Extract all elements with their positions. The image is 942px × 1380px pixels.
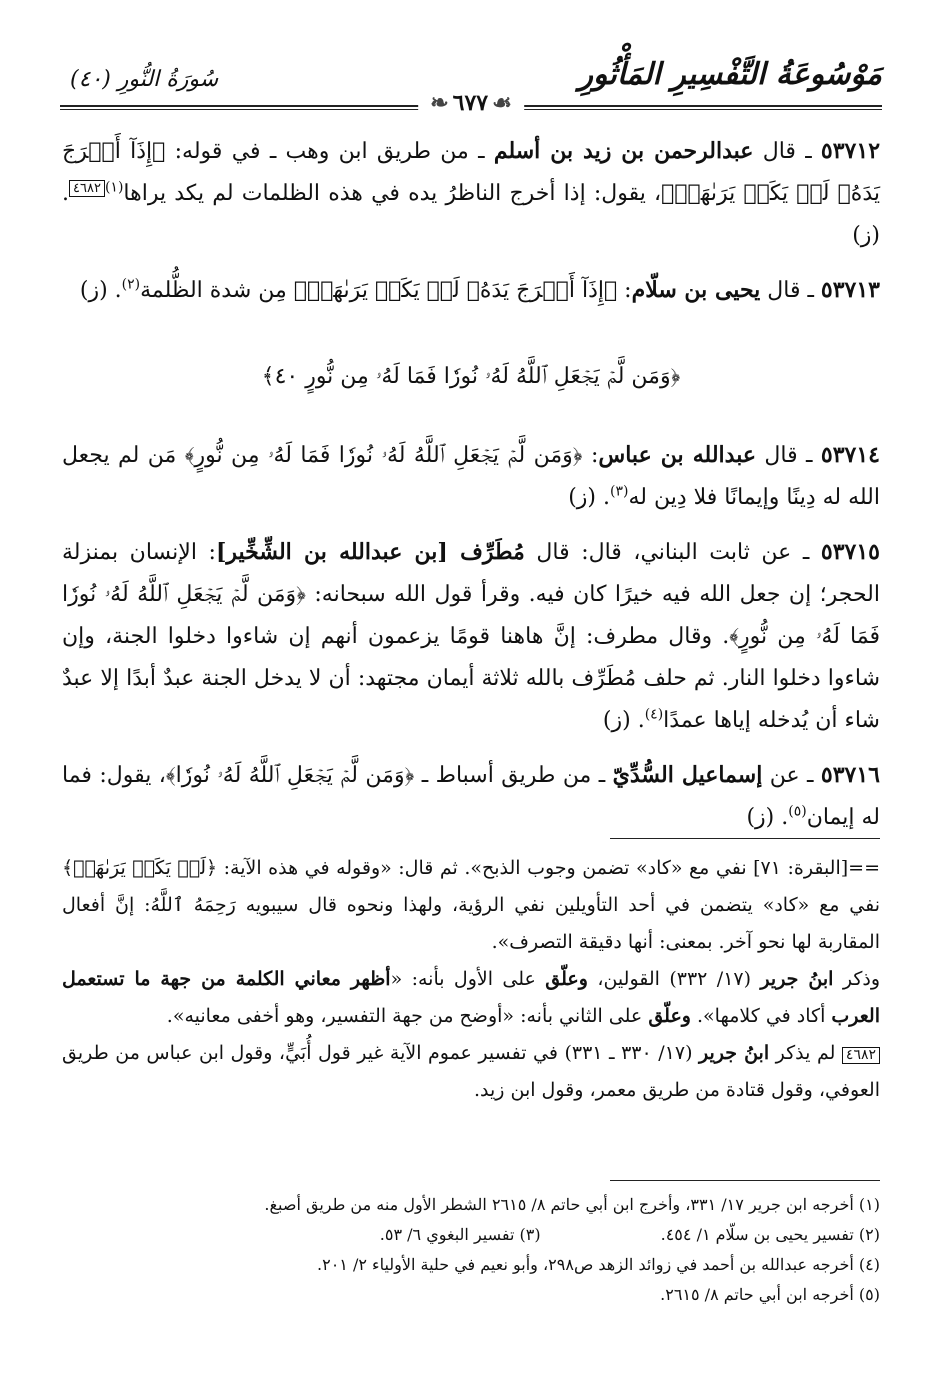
narrator-name: عبدالرحمن بن زيد بن أسلم bbox=[493, 138, 754, 164]
footnotes-separator bbox=[610, 1180, 880, 1181]
note-text: ==[البقرة: ٧١] نفي مع «كاد» تضمن وجوب الذبح». ثم قال: «وقوله في هذه الآية: bbox=[217, 857, 880, 879]
verse-heading: ﴿وَمَن لَّمۡ يَجۡعَلِ ٱللَّهُ لَهُۥ نُورٗا فَمَا لَهُۥ مِن نُّورٍ ٤٠﴾ bbox=[261, 364, 681, 389]
footnote-3: (٣) تفسير البغوي ٦/ ٥٣. bbox=[379, 1225, 541, 1244]
entry-text: ـ قال bbox=[760, 278, 821, 303]
note-keyword: وعلّق bbox=[545, 968, 588, 990]
entry-text: : bbox=[582, 443, 599, 468]
footnote-ref: (٣) bbox=[610, 483, 629, 500]
footnote-2: (٢) تفسير يحيى بن سلّام ١/ ٤٥٤. bbox=[660, 1225, 880, 1244]
entry-number: ٥٣٧١٤ bbox=[820, 442, 880, 468]
entry-53716 bbox=[62, 754, 880, 839]
page-header bbox=[60, 55, 882, 115]
ornament-icon: ❧ bbox=[430, 90, 449, 116]
entry-end: . (ز) bbox=[62, 181, 880, 248]
entry-number: ٥٣٧١٥ bbox=[820, 539, 880, 565]
quran-quote: ﴿إِذَآ أَخۡرَجَ يَدَهُۥ لَمۡ يَكَدۡ يَرَىٰهَاۗ﴾ bbox=[62, 139, 880, 206]
note-text: على الأول بأنه: « bbox=[390, 968, 546, 990]
note-continuation bbox=[62, 850, 880, 961]
note-keyword: وعلّق bbox=[648, 1005, 691, 1027]
entry-text: : الإنسان بمنزلة الحجر؛ إن جعل الله فيه خيرًا كان فيه. وقرأ قول الله سبحانه: bbox=[62, 540, 881, 607]
surah-title: سُورَةُ النُّورِ (٤٠) bbox=[70, 67, 219, 92]
entry-53713 bbox=[62, 269, 880, 312]
main-text bbox=[62, 130, 880, 851]
cross-ref-box: ٤٦٨٢ bbox=[69, 180, 105, 197]
footnotes bbox=[62, 1190, 880, 1310]
entry-text: . وقال مطرف: إنَّ هاهنا قومًا يزعمون أنهم إن شاءوا دخلوا الجنة، وإن شاءوا دخلوا النار. ثم حلف مُطَرِّف بالله ثلاثة أيمان مجتهد: أن لا يدخل الجنة عبدٌ أبدًا إلا عبدٌ شاء أن يُدخله إياها عمدًا bbox=[62, 624, 880, 733]
note-text: (١٧/ ٣٣٠ ـ ٣٣١) في تفسير عموم الآية غير قول أُبَيٍّ، وقول ابن عباس من طريق العوفي، وقول قتادة من طريق معمر، وقول ابن زيد. bbox=[62, 1042, 880, 1101]
narrator-name: يحيى بن سلّام bbox=[631, 277, 761, 303]
footnote-5: (٥) أخرجه ابن أبي حاتم ٨/ ٢٦١٥. bbox=[660, 1285, 880, 1304]
note-emphasis: أظهر معاني الكلمة من جهة ما تستعمل العرب bbox=[62, 968, 880, 1027]
ornament-icon: ☙ bbox=[492, 90, 512, 116]
note-text: وذكر bbox=[833, 968, 880, 990]
quran-quote: ﴿إِذَآ أَخۡرَجَ يَدَهُۥ لَمۡ يَكَدۡ يَرَىٰهَاۗ﴾ bbox=[293, 278, 618, 303]
entry-text: ـ من طريق ابن وهب ـ في قوله: bbox=[165, 139, 494, 164]
scholar-name: ابنُ جرير bbox=[760, 968, 834, 990]
cross-ref-box: ٤٦٨٢ bbox=[842, 1047, 880, 1064]
quran-quote: ﴿وَمَن لَّمۡ يَجۡعَلِ ٱللَّهُ لَهُۥ نُورٗا فَمَا لَهُۥ مِن نُّورٍ﴾ bbox=[62, 582, 880, 649]
entry-text: ـ قال bbox=[753, 139, 821, 164]
footnote-4: (٤) أخرجه عبدالله بن أحمد في زوائد الزهد ص٢٩٨، وأبو نعيم في حلية الأولياء ٢/ ٢٠١. bbox=[317, 1255, 880, 1274]
entry-text: مِن شدة الظُّلمة bbox=[140, 278, 294, 303]
entry-number: ٥٣٧١٢ bbox=[820, 138, 881, 164]
entry-text: : bbox=[617, 278, 632, 303]
quran-quote: ﴿وَمَن لَّمۡ يَجۡعَلِ ٱللَّهُ لَهُۥ نُورٗا فَمَا لَهُۥ مِن نُّورٍ﴾ bbox=[184, 443, 583, 468]
footnote-ref: (٢) bbox=[121, 276, 141, 293]
entry-text: ـ من طريق أسباط ـ bbox=[414, 763, 613, 788]
entry-number: ٥٣٧١٣ bbox=[820, 277, 880, 303]
note-text: على الثاني بأنه: «أوضح من جهة التفسير، وهو أخفى معانيه». bbox=[166, 1005, 649, 1027]
note-4682 bbox=[62, 1035, 880, 1109]
note-text: (١٧/ ٣٣٢) القولين، bbox=[587, 968, 761, 990]
narrator-name: عبدالله بن عباس bbox=[598, 442, 756, 468]
notes-separator bbox=[610, 838, 880, 839]
entry-text: ـ قال bbox=[755, 443, 821, 468]
quran-quote: ﴿وَمَن لَّمۡ يَجۡعَلِ ٱللَّهُ لَهُۥ نُورٗا﴾ bbox=[165, 763, 415, 788]
narrator-name: مُطَرِّف [بن عبدالله بن الشِّخِّير] bbox=[215, 539, 525, 565]
entry-text: مَن لم يجعل الله له دِينًا وإيمانًا فلا دِين له bbox=[62, 443, 880, 510]
note-ibn-jarir bbox=[62, 961, 880, 1035]
footnote-ref: (١) bbox=[104, 179, 124, 196]
book-title: مَوْسُوعَةُ التَّفْسِيرِ المَأْثُورِ bbox=[578, 57, 882, 92]
note-text: نفي مع «كاد» يتضمن في أحد التأويلين نفي الرؤية، ولهذا ونحوه قال سيبويه رَحِمَهُ ٱللَّهُ: إنَّ أفعال المقاربة لها نحو آخر. بمعنى: أنها دقيقة التصرف». bbox=[62, 894, 880, 953]
footnote-row bbox=[62, 1220, 880, 1250]
entry-end: . (ز) bbox=[568, 485, 610, 510]
entry-text: ـ عن bbox=[762, 763, 821, 788]
note-text: لم يذكر bbox=[769, 1042, 842, 1064]
commentary-notes bbox=[62, 850, 880, 1109]
page-number bbox=[418, 90, 524, 116]
footnote-1: (١) أخرجه ابن جرير ١٧/ ٣٣١، وأخرج ابن أبي حاتم ٨/ ٢٦١٥ الشطر الأول منه من طريق أصبغ. bbox=[264, 1195, 880, 1214]
entry-text: ـ عن ثابت البناني، قال: قال bbox=[524, 540, 821, 565]
entry-text: ، يقول: فما له إيمان bbox=[62, 763, 880, 830]
entry-53712 bbox=[62, 130, 880, 257]
footnote-ref: (٥) bbox=[788, 803, 807, 820]
scholar-name: ابنُ جرير bbox=[699, 1042, 770, 1064]
entry-end: . (ز) bbox=[602, 708, 645, 733]
footnote-ref: (٤) bbox=[644, 706, 664, 723]
entry-53715 bbox=[62, 531, 880, 742]
entry-text: ، يقول: إذا أخرج الناظرُ يده في هذه الظلمات لم يكد يراها bbox=[123, 181, 662, 206]
entry-end: . (ز) bbox=[746, 805, 789, 830]
entry-53714 bbox=[62, 434, 880, 519]
narrator-name: إسماعيل السُّدِّيّ bbox=[612, 762, 763, 788]
entry-number: ٥٣٧١٦ bbox=[820, 762, 880, 788]
page-number-value: ٦٧٧ bbox=[452, 90, 489, 116]
quran-quote: ﴿لَمۡ يَكَدۡ يَرَىٰهَاۗ﴾ bbox=[62, 857, 218, 879]
note-text: أكاد في كلامها». bbox=[690, 1005, 832, 1027]
entry-end: . (ز) bbox=[79, 278, 122, 303]
